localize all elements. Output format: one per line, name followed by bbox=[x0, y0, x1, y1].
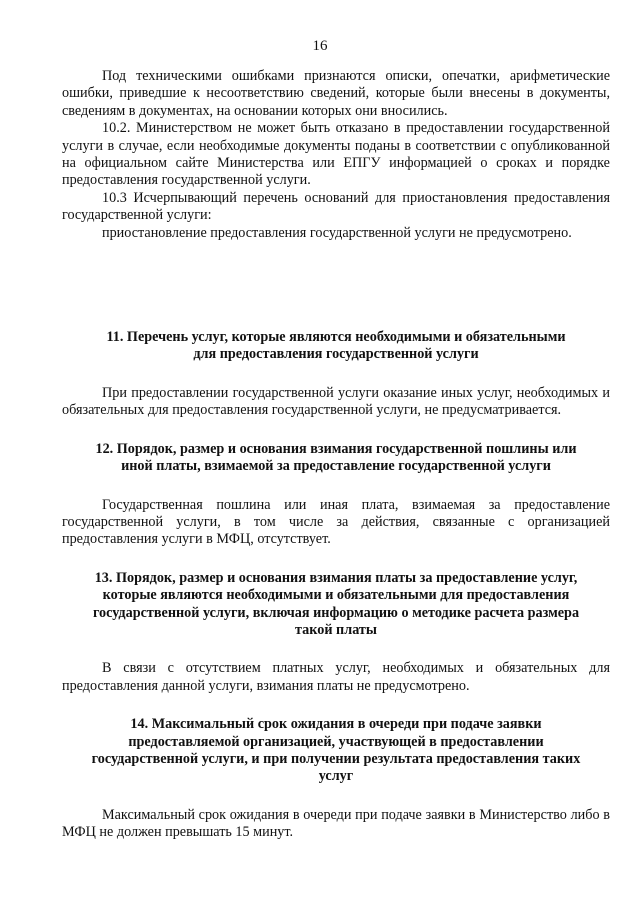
document-body bbox=[62, 68, 610, 842]
section-heading-13 bbox=[62, 570, 610, 640]
section-heading-11 bbox=[62, 329, 610, 364]
heading-line: иной платы, взимаемой за предоставление государственной услуги bbox=[121, 458, 551, 475]
paragraph-technical-errors: Под техническими ошибками признаются описки, опечатки, арифметические ошибки, приведшие к несоответствию сведений, которые были внесены в документы, сведениям в документах, на основании которых они вносились. bbox=[62, 68, 610, 119]
paragraph-section-14: Максимальный срок ожидания в очереди при подаче заявки в Министерство либо в МФЦ не должен превышать 15 минут. bbox=[62, 806, 610, 841]
paragraph-section-11: При предоставлении государственной услуги оказание иных услуг, необходимых и обязательных для предоставления государственной услуги, не предусматривается. bbox=[62, 384, 610, 419]
paragraph-10-2: 10.2. Министерством не может быть отказано в предоставлении государственной услуги в случае, если необходимые документы поданы в соответствии с опубликованной на официальном сайте Министерства или ЕПГУ информацией о сроках и порядке предоставления государственной услуги. bbox=[62, 120, 610, 189]
page-number: 16 bbox=[312, 38, 328, 54]
heading-line: 11. Перечень услуг, которые являются необходимыми и обязательными bbox=[106, 329, 566, 346]
paragraph-section-13: В связи с отсутствием платных услуг, необходимых и обязательных для предоставления данной услуги, взимания платы не предусмотрено. bbox=[62, 660, 610, 694]
heading-line: 12. Порядок, размер и основания взимания государственной пошлины или bbox=[95, 440, 577, 457]
heading-line: для предоставления государственной услуги bbox=[193, 346, 479, 363]
section-heading-12 bbox=[62, 441, 610, 476]
heading-line: 14. Максимальный срок ожидания в очереди при подаче заявки bbox=[130, 716, 542, 733]
heading-line: государственной услуги, и при получении результата предоставления таких bbox=[91, 750, 581, 767]
heading-line: которые являются необходимыми и обязательными для предоставления bbox=[102, 587, 570, 604]
heading-line: услуг bbox=[318, 768, 354, 785]
heading-line: 13. Порядок, размер и основания взимания платы за предоставление услуг, bbox=[94, 569, 578, 586]
paragraph-section-12: Государственная пошлина или иная плата, взимаемая за предоставление государственной услуги, в том числе за действия, связанные с организацией предоставления услуги в МФЦ, отсутствует. bbox=[62, 496, 610, 548]
heading-line: такой платы bbox=[295, 621, 377, 638]
paragraph-10-3: 10.3 Исчерпывающий перечень оснований для приостановления предоставления государственной услуги: bbox=[62, 189, 610, 224]
heading-line: предоставляемой организацией, участвующей в предоставлении bbox=[128, 733, 544, 750]
heading-line: государственной услуги, включая информацию о методике расчета размера bbox=[92, 604, 580, 621]
paragraph-suspension: приостановление предоставления государственной услуги не предусмотрено. bbox=[102, 224, 572, 241]
section-heading-14 bbox=[62, 716, 610, 786]
